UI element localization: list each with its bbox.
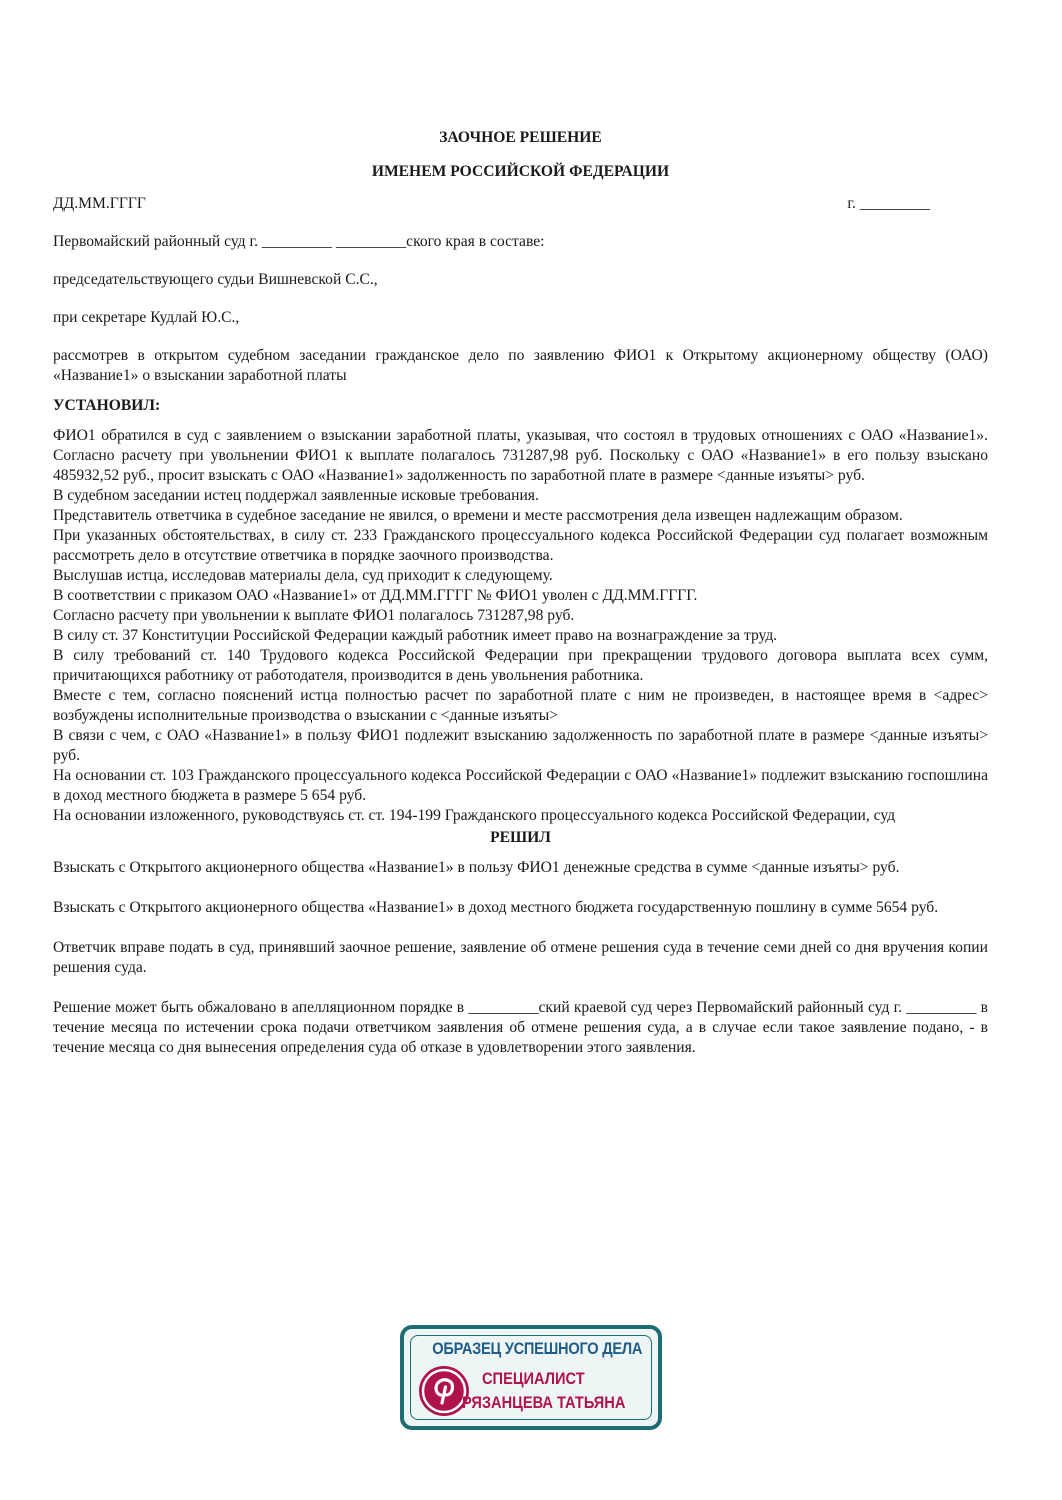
decision-paragraph: Взыскать с Открытого акционерного общества «Название1» в доход местного бюджета государственную пошлину в сумме 5654 руб.	[53, 899, 939, 916]
case-description: рассмотрев в открытом судебном заседании гражданское дело по заявлению ФИО1 к Открытому акционерному обществу (ОАО) «Название1» о взыскании заработной платы	[53, 347, 988, 384]
document-body	[53, 128, 988, 1078]
court-composition: Первомайский районный суд г. _________ _________ского края в составе:	[53, 233, 545, 250]
paragraph: Выслушав истца, исследовав материалы дела, суд приходит к следующему.	[53, 567, 553, 584]
document-subtitle: ИМЕНЕМ РОССИЙСКОЙ ФЕДЕРАЦИИ	[371, 163, 670, 180]
decision-paragraph: Ответчик вправе подать в суд, принявший заочное решение, заявление об отмене решения суда в течение семи дней со дня вручения копии решения суда.	[53, 939, 988, 976]
paragraph: В связи с чем, с ОАО «Название1» в пользу ФИО1 подлежит взысканию задолженность по заработной плате в размере <данные изъяты> руб.	[53, 727, 988, 764]
paragraph: В силу требований ст. 140 Трудового кодекса Российской Федерации при прекращении трудового договора выплата всех сумм, причитающихся работнику от работодателя, производится в день увольнения работника.	[53, 647, 988, 684]
established-section	[53, 426, 988, 826]
date-city-row	[53, 194, 988, 214]
intro-section	[53, 232, 988, 386]
decision-paragraph: Решение может быть обжаловано в апелляционном порядке в _________ский краевой суд через Первомайский районный суд г. _________ в течение месяца по истечении срока подачи ответчиком заявления об отмене решения суда, а в случае если такое заявление подано, - в течение месяца со дня вынесения определения суда об отказе в удовлетворении этого заявления.	[53, 999, 988, 1056]
court-secretary: при секретаре Кудлай Ю.С.,	[53, 309, 240, 326]
document-title: ЗАОЧНОЕ РЕШЕНИЕ	[439, 129, 602, 146]
paragraph: В судебном заседании истец поддержал заявленные исковые требования.	[53, 487, 539, 504]
paragraph: На основании ст. 103 Гражданского процессуального кодекса Российской Федерации с ОАО «Название1» подлежит взысканию госпошлина в доход местного бюджета в размере 5 654 руб.	[53, 767, 988, 804]
sample-stamp	[400, 1325, 662, 1430]
paragraph: ФИО1 обратился в суд с заявлением о взыскании заработной платы, указывая, что состоял в трудовых отношениях с ОАО «Название1». Согласно расчету при увольнении ФИО1 к выплате полагалось 731287,98 руб. Поскольку с ОАО «Название1» в его пользу взыскано 485932,52 руб., просит взыскать с ОАО «Название1» задолженность по заработной плате в размере <данные изъяты> руб.	[53, 427, 988, 484]
decision-section	[53, 858, 988, 1058]
paragraph: В силу ст. 37 Конституции Российской Федерации каждый работник имеет право на вознаграждение за труд.	[53, 627, 778, 644]
established-heading: УСТАНОВИЛ:	[53, 397, 161, 414]
document-city: г. _________	[847, 195, 930, 212]
stamp-top-text: ОБРАЗЕЦ УСПЕШНОГО ДЕЛА	[432, 1339, 643, 1358]
presiding-judge: председательствующего судьи Вишневской С.С.,	[53, 271, 378, 288]
decided-heading: РЕШИЛ	[490, 829, 551, 846]
stamp-role-text: СПЕЦИАЛИСТ	[482, 1369, 585, 1388]
paragraph: Представитель ответчика в судебное заседание не явился, о времени и месте рассмотрения дела извещен надлежащим образом.	[53, 507, 903, 524]
paragraph: Вместе с тем, согласно пояснений истца полностью расчет по заработной плате с ним не произведен, в настоящее время в <адрес> возбуждены исполнительные производства о взыскании с <данные изъяты>	[53, 687, 988, 724]
paragraph: В соответствии с приказом ОАО «Название1» от ДД.ММ.ГГГГ № ФИО1 уволен с ДД.ММ.ГГГГ.	[53, 587, 698, 604]
decision-paragraph: Взыскать с Открытого акционерного общества «Название1» в пользу ФИО1 денежные средства в сумме <данные изъяты> руб.	[53, 859, 900, 876]
stamp-name-text: РЯЗАНЦЕВА ТАТЬЯНА	[462, 1393, 626, 1412]
paragraph: Согласно расчету при увольнении к выплате ФИО1 полагалось 731287,98 руб.	[53, 607, 575, 624]
paragraph: На основании изложенного, руководствуясь ст. ст. 194-199 Гражданского процессуального кодекса Российской Федерации, суд	[53, 807, 896, 824]
document-date: ДД.ММ.ГГГГ	[53, 195, 146, 212]
paragraph: При указанных обстоятельствах, в силу ст. 233 Гражданского процессуального кодекса Российской Федерации суд полагает возможным рассмотреть дело в отсутствие ответчика в порядке заочного производства.	[53, 527, 988, 564]
